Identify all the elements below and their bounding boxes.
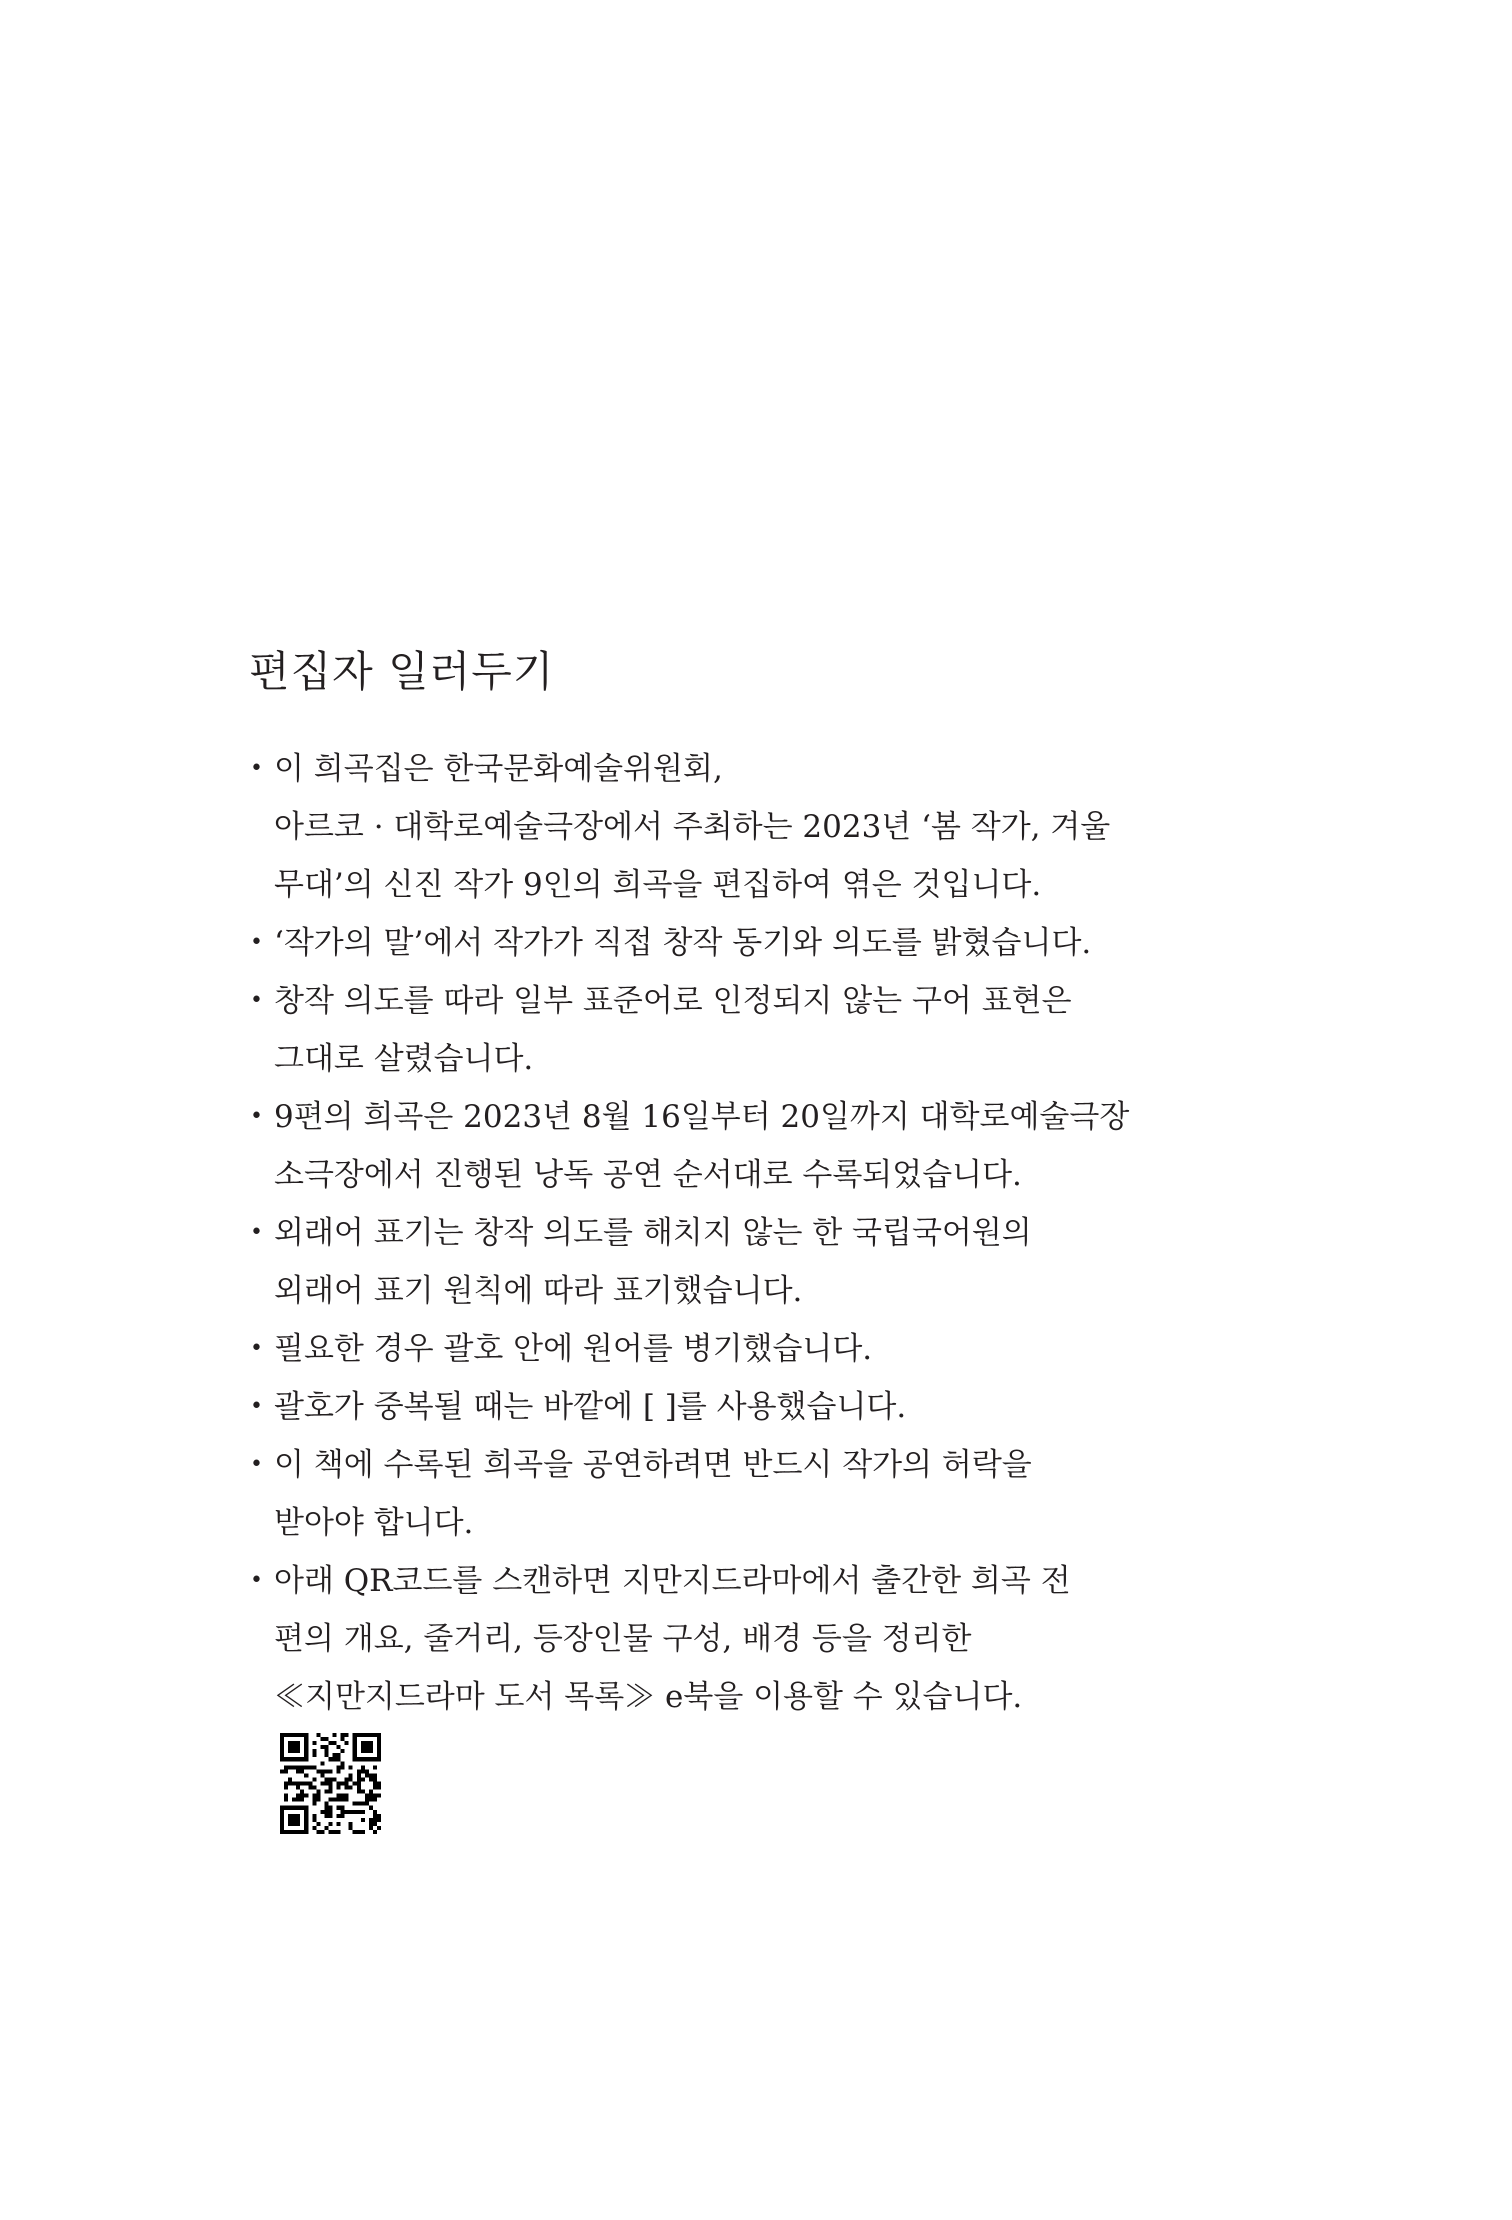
note-text: ≪지만지드라마 도서 목록≫ e북을 이용할 수 있습니다. [274,1679,1023,1715]
note-text: 무대’의 신진 작가 9인의 희곡을 편집하여 엮은 것입니다. [274,867,1042,903]
note-text: 그대로 살렸습니다. [274,1041,534,1077]
note-text: 이 희곡집은 한국문화예술위원회, [274,751,723,787]
note-text: 외래어 표기는 창작 의도를 해치지 않는 한 국립국어원의 [274,1215,1032,1251]
note-line [250,798,1250,856]
note-item [250,914,1250,972]
note-line [250,1320,1250,1378]
note-line [250,856,1250,914]
note-text: 이 책에 수록된 희곡을 공연하려면 반드시 작가의 허락을 [274,1447,1032,1483]
bullet-icon: • [250,756,263,781]
note-line [250,1436,1250,1494]
bullet-icon: • [250,1452,263,1477]
note-item [250,1320,1250,1378]
note-line [250,972,1250,1030]
note-line [250,1552,1250,1610]
bullet-icon: • [250,1568,263,1593]
note-line [250,1146,1250,1204]
page-title: 편집자 일러두기 [249,647,555,696]
note-text: 괄호가 중복될 때는 바깥에 [ ]를 사용했습니다. [274,1389,907,1425]
bullet-icon: • [250,988,263,1013]
note-text: 아래 QR코드를 스캔하면 지만지드라마에서 출간한 희곡 전 [274,1563,1071,1599]
note-item [250,972,1250,1088]
note-item [250,1088,1250,1204]
note-item [250,740,1250,914]
note-line [250,914,1250,972]
note-line [250,1668,1250,1726]
note-text: 편의 개요, 줄거리, 등장인물 구성, 배경 등을 정리한 [274,1621,972,1657]
note-item [250,1436,1250,1552]
note-item [250,1378,1250,1436]
note-line [250,1610,1250,1668]
bullet-icon: • [250,1336,263,1361]
bullet-icon: • [250,930,263,955]
note-text: 받아야 합니다. [274,1505,474,1541]
note-line [250,740,1250,798]
editor-notes-list [250,740,1250,1726]
note-text: 외래어 표기 원칙에 따라 표기했습니다. [274,1273,803,1309]
note-line [250,1088,1250,1146]
note-text: 창작 의도를 따라 일부 표준어로 인정되지 않는 구어 표현은 [274,983,1072,1019]
qr-code[interactable] [280,1733,381,1834]
note-line [250,1378,1250,1436]
note-item [250,1204,1250,1320]
note-line [250,1494,1250,1552]
note-line [250,1030,1250,1088]
note-text: ‘작가의 말’에서 작가가 직접 창작 동기와 의도를 밝혔습니다. [274,925,1092,961]
note-text: 필요한 경우 괄호 안에 원어를 병기했습니다. [274,1331,873,1367]
note-line [250,1204,1250,1262]
note-text: 소극장에서 진행된 낭독 공연 순서대로 수록되었습니다. [274,1157,1022,1193]
note-item [250,1552,1250,1726]
bullet-icon: • [250,1104,263,1129]
note-text: 아르코 · 대학로예술극장에서 주최하는 2023년 ‘봄 작가, 겨울 [274,809,1111,845]
bullet-icon: • [250,1220,263,1245]
note-text: 9편의 희곡은 2023년 8월 16일부터 20일까지 대학로예술극장 [274,1099,1130,1135]
bullet-icon: • [250,1394,263,1419]
note-line [250,1262,1250,1320]
